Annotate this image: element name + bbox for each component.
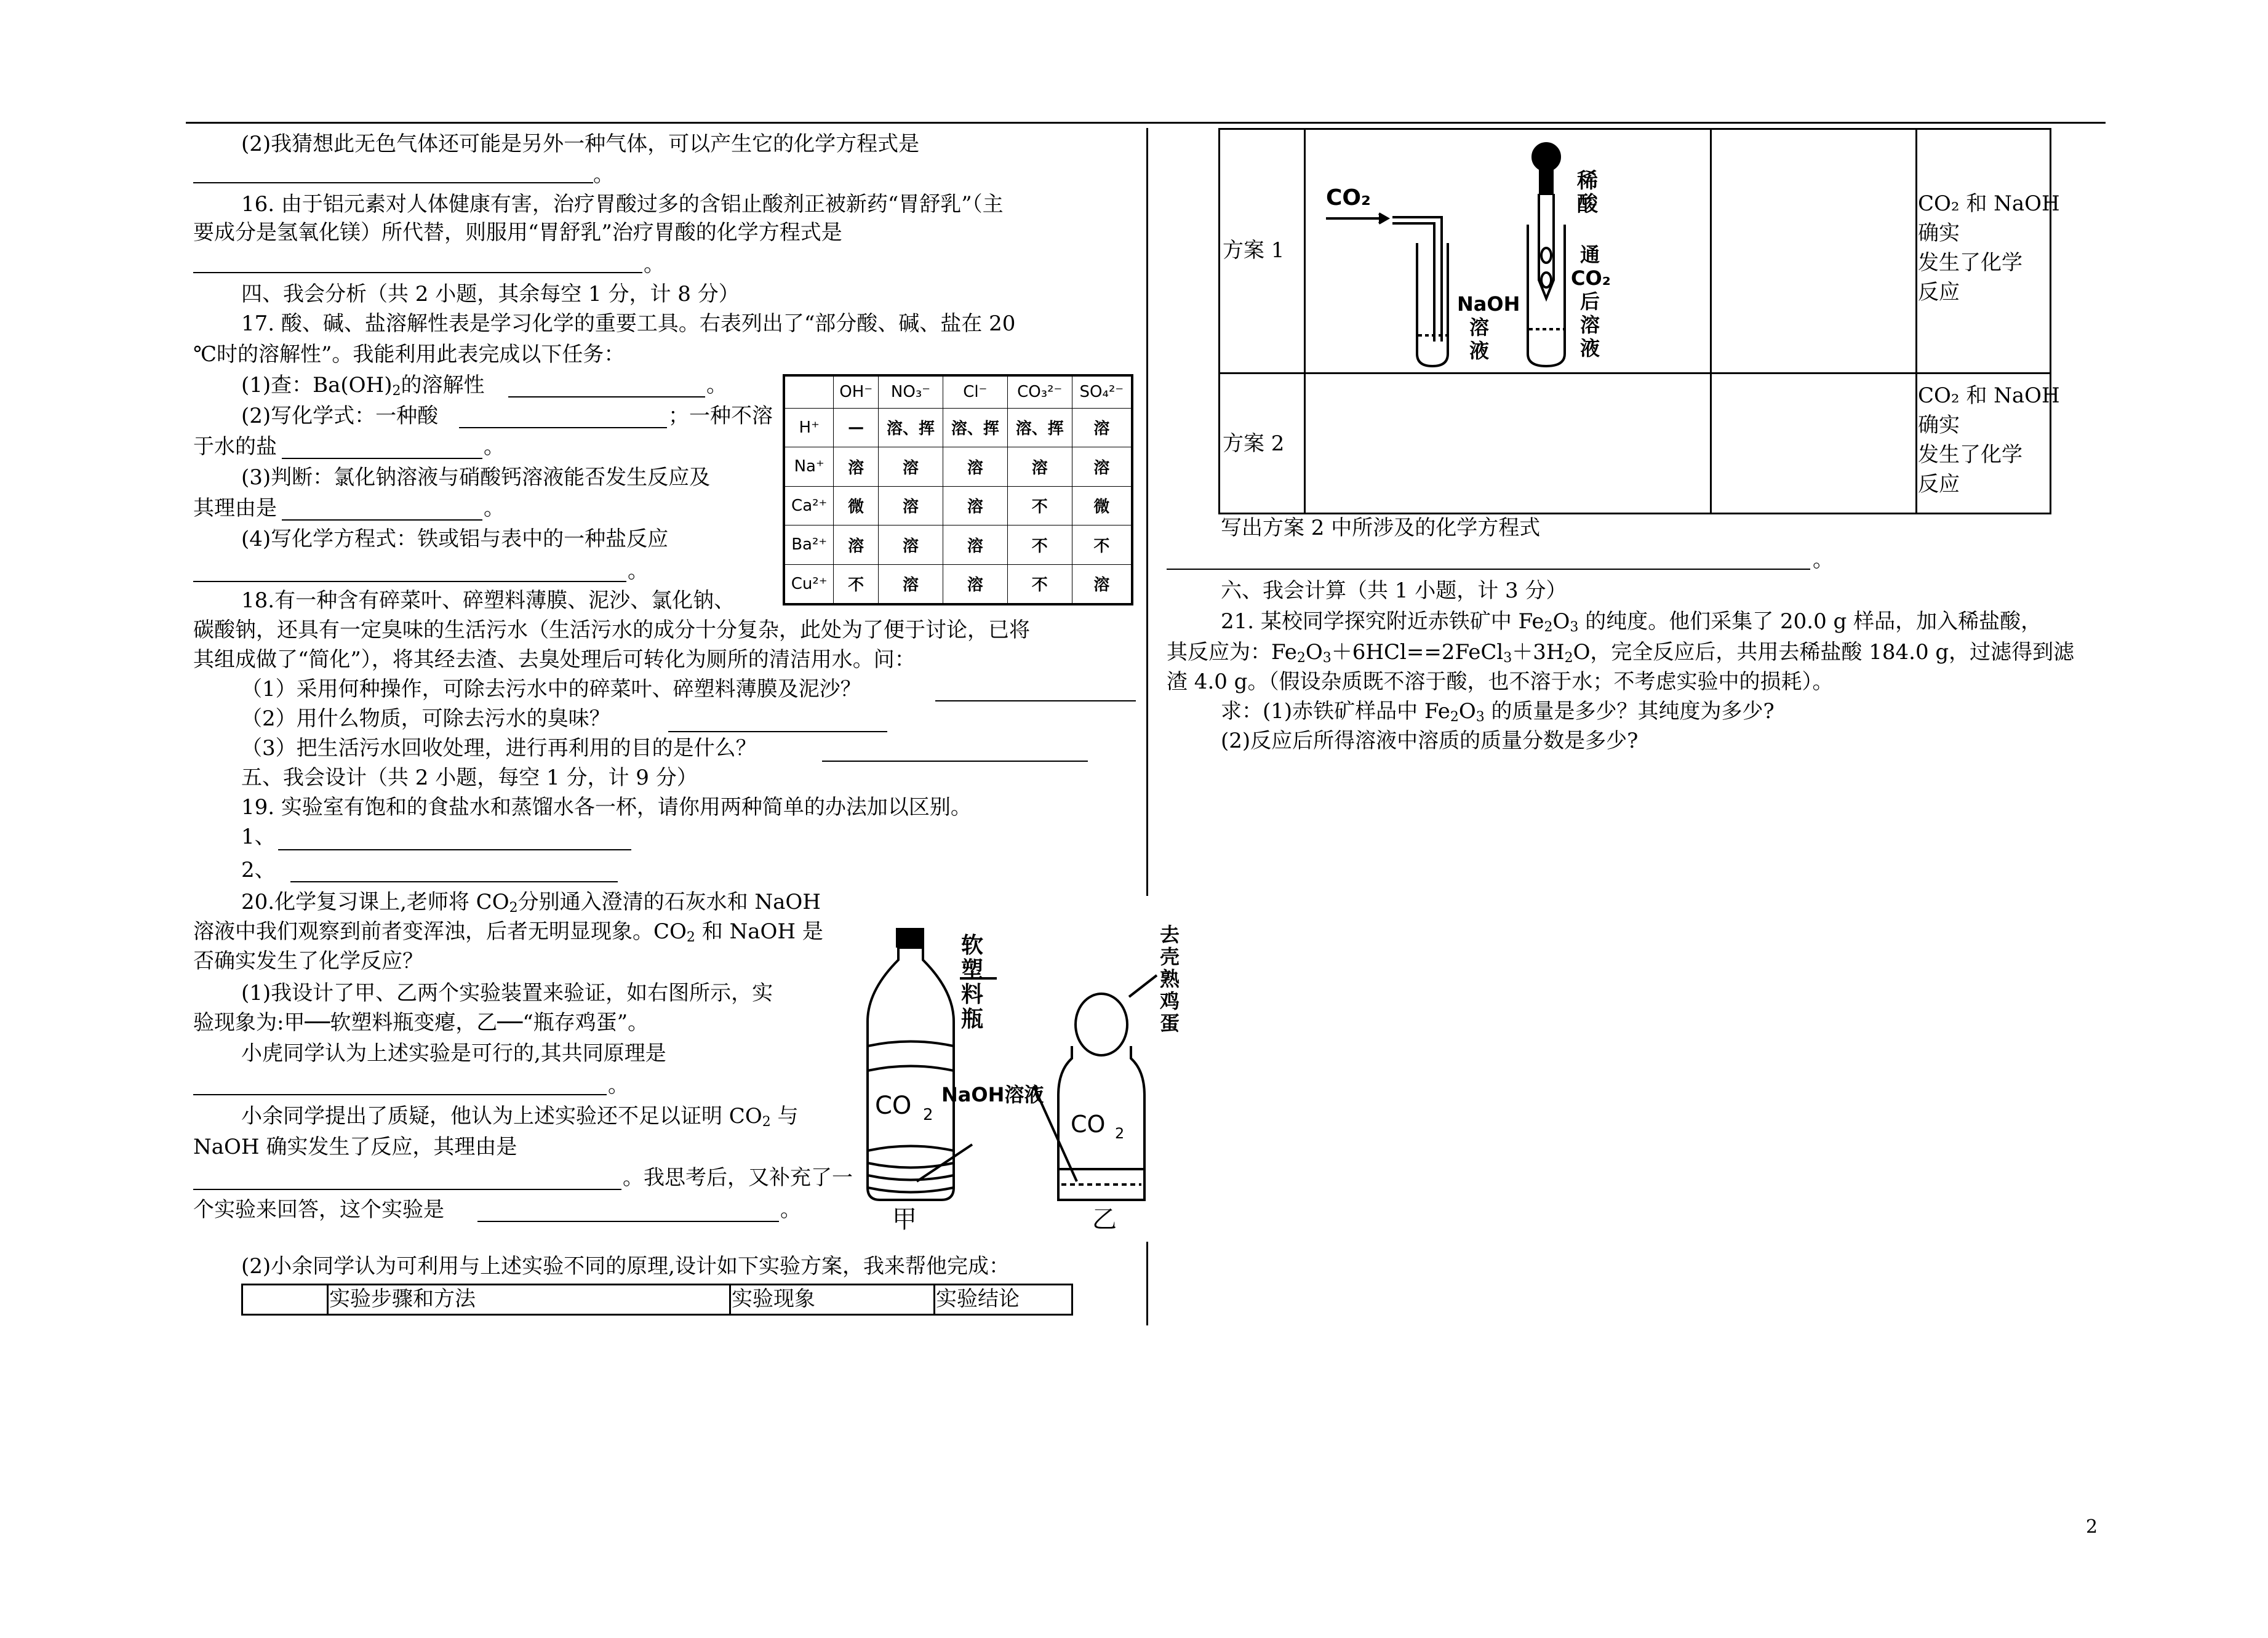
- egg-bottle-co2-label: CO: [1071, 1111, 1106, 1138]
- egg-char-1: 去: [1160, 923, 1180, 946]
- q18-q3-blank[interactable]: [822, 761, 1088, 762]
- q17-equation-end: 。: [628, 559, 649, 583]
- sol-cell: 溶: [943, 447, 1007, 486]
- naoh-solution-label: NaOH溶液: [941, 1083, 1044, 1106]
- tong-label-3: 后: [1580, 290, 1600, 313]
- egg-char-5: 蛋: [1160, 1012, 1180, 1035]
- q17-line-2: ℃时的溶解性”。我能利用此表完成以下任务：: [193, 342, 625, 367]
- sol-header-corner: [785, 377, 834, 409]
- page-number: 2: [2086, 1516, 2098, 1538]
- q18-line-2: 碳酸钠，还具有一定臭味的生活污水（生活污水的成分十分复杂，此处为了便于讨论，已将: [193, 618, 1030, 642]
- acid-label-2: 酸: [1577, 192, 1598, 217]
- sol-cell: 不: [1072, 525, 1131, 564]
- q20-reason-blank[interactable]: [193, 1189, 621, 1190]
- q19-item-2: 2、: [241, 858, 276, 882]
- co2-inlet-label: CO₂: [1326, 185, 1371, 210]
- sol-cell: 溶: [879, 564, 943, 604]
- scheme-2-label: 方案 2: [1223, 431, 1285, 456]
- sol-cell: 溶: [879, 525, 943, 564]
- q16-line-1: 16. 由于铝元素对人体健康有害，治疗胃酸过多的含铝止酸剂正被新药“胃舒乳”（主: [241, 192, 1004, 217]
- q19-blank-1[interactable]: [278, 849, 631, 850]
- q16-blank[interactable]: [193, 272, 642, 273]
- q17-judge: (3)判断：氯化钠溶液与硝酸钙溶液能否发生反应及: [241, 465, 711, 490]
- conclusion-2-line-1: CO₂ 和 NaOH: [1918, 383, 2060, 408]
- tong-label-5: 液: [1580, 337, 1600, 360]
- q20-line-6: 小虎同学认为上述实验是可行的,其共同原理是: [241, 1041, 666, 1066]
- q18-q1-blank[interactable]: [935, 700, 1136, 701]
- q18-q1: （1）采用何种操作，可除去污水中的碎菜叶、碎塑料薄膜及泥沙？: [241, 677, 861, 701]
- q18-q3: （3）把生活污水回收处理，进行再利用的目的是什么？: [241, 736, 757, 761]
- naoh-tube-label-2: 溶: [1469, 316, 1490, 339]
- q16-end: 。: [644, 252, 665, 277]
- q18-q2-blank[interactable]: [668, 731, 887, 732]
- egg-bottle: [1034, 975, 1157, 1200]
- sol-header-oh: OH⁻: [834, 377, 879, 409]
- q16-line-2: 要成分是氢氧化镁）所代替，则服用“胃舒乳”治疗胃酸的化学方程式是: [193, 220, 842, 245]
- q17-check: (1)查：$Ba(OH)_2$的溶解性: [241, 373, 485, 399]
- sol-cell: 微: [1072, 486, 1131, 525]
- scheme-2-equation-prompt: 写出方案 2 中所涉及的化学方程式: [1221, 516, 1541, 540]
- q17-line-1: 17. 酸、碱、盐溶解性表是学习化学的重要工具。右表列出了“部分酸、碱、盐在 20: [241, 311, 1016, 336]
- sol-header-cl: Cl⁻: [943, 377, 1007, 409]
- q21-question-2: (2)反应后所得溶液中溶质的质量分数是多少?: [1221, 729, 1639, 753]
- sol-row-h: [785, 408, 1132, 447]
- naoh-tube-label-1: NaOH: [1457, 292, 1520, 316]
- q15-blank[interactable]: [193, 182, 593, 183]
- q20-principle-blank[interactable]: [193, 1094, 607, 1095]
- column-divider-upper: [1146, 128, 1148, 896]
- label-jia: 甲: [892, 1205, 917, 1231]
- sol-cell: 溶、挥: [1007, 408, 1072, 447]
- q15-end: 。: [593, 162, 614, 187]
- sol-cell: 溶: [943, 486, 1007, 525]
- soft-bottle-char-1: 软: [961, 933, 984, 958]
- label-yi: 乙: [1092, 1205, 1117, 1231]
- q20-extra-end: 。: [780, 1197, 801, 1222]
- conclusion-1-line-3: 发生了化学: [1918, 250, 2022, 275]
- sol-ion: Ca²⁺: [785, 486, 834, 525]
- acid-label-1: 稀: [1577, 169, 1598, 193]
- sol-cell: 溶、挥: [943, 408, 1007, 447]
- sol-cell: 溶: [1072, 408, 1131, 447]
- tong-label-1: 通: [1580, 243, 1600, 266]
- egg-char-2: 壳: [1160, 945, 1180, 969]
- q17-reason-end: 。: [484, 496, 505, 521]
- q21-line-3: 渣 4.0 g。（假设杂质既不溶于酸，也不溶于水；不考虑实验中的损耗）。: [1167, 669, 1834, 694]
- q17-equation: (4)写化学方程式：铁或铝与表中的一种盐反应: [241, 527, 669, 551]
- q17-check-end: 。: [706, 373, 727, 398]
- q17-salt: 于水的盐: [193, 434, 277, 459]
- sol-header-co3: CO₃²⁻: [1007, 377, 1072, 409]
- sol-header-so4: SO₄²⁻: [1072, 377, 1131, 409]
- q19-blank-2[interactable]: [290, 881, 618, 882]
- q18-q2: （2）用什么物质，可除去污水的臭味？: [241, 706, 610, 731]
- sol-cell: 不: [1007, 525, 1072, 564]
- egg-char-3: 熟: [1160, 967, 1180, 991]
- q18-line-1: 18.有一种含有碎菜叶、碎塑料薄膜、泥沙、氯化钠、: [241, 588, 735, 613]
- tong-label-4: 溶: [1580, 313, 1600, 337]
- sol-cell: 溶: [879, 447, 943, 486]
- q21-line-1: 21. 某校同学探究附近赤铁矿中 $Fe_2O_3$ 的纯度。他们采集了 20.0 g 样品，加入稀盐酸，: [1221, 609, 2042, 635]
- table-header-steps: 实验步骤和方法: [329, 1287, 476, 1311]
- sol-row-cu: [785, 564, 1132, 604]
- q20-extra-blank[interactable]: [477, 1221, 779, 1222]
- q20-line-1: 20.化学复习课上,老师将 $CO_2$分别通入澄清的石灰水和 NaOH: [241, 890, 821, 916]
- sol-cell: 溶: [1007, 447, 1072, 486]
- sol-cell: 溶: [1072, 564, 1131, 604]
- bottle-co2-label: CO: [875, 1092, 912, 1120]
- q17-salt-blank[interactable]: [282, 458, 482, 459]
- soft-bottle-char-2: 塑: [961, 957, 984, 983]
- sol-row-ba: [785, 525, 1132, 564]
- sol-row-na: [785, 447, 1132, 486]
- column-divider-lower: [1146, 1242, 1148, 1325]
- sol-cell: 溶: [1072, 447, 1131, 486]
- q20-line-4: (1)我设计了甲、乙两个实验装置来验证，如右图所示，实: [241, 981, 773, 1005]
- scheme-2-equation-end: 。: [1813, 548, 1834, 572]
- sol-ion: Cu²⁺: [785, 564, 834, 604]
- soft-bottle-char-4: 瓶: [961, 1007, 984, 1032]
- top-rule: [186, 122, 2106, 124]
- sol-cell: 溶: [879, 486, 943, 525]
- conclusion-2-line-3: 发生了化学: [1918, 442, 2022, 467]
- table-header-conclusion: 实验结论: [936, 1287, 1020, 1311]
- sol-cell: 溶、挥: [879, 408, 943, 447]
- q17-formula-a: (2)写化学式：一种酸: [241, 404, 439, 428]
- experiment-table: [241, 1284, 1073, 1316]
- q20-line-2: 溶液中我们观察到前者变浑浊，后者无明显现象。$CO_2$ 和 NaOH 是: [193, 919, 823, 945]
- egg-bottle-co2-sub: 2: [1115, 1125, 1125, 1142]
- solubility-table: [783, 374, 1133, 605]
- section-6-title: 六、我会计算（共 1 小题，计 3 分）: [1221, 578, 1567, 603]
- section-4-title: 四、我会分析（共 2 小题，其余每空 1 分，计 8 分）: [241, 282, 740, 306]
- q17-check-blank[interactable]: [508, 396, 705, 398]
- sol-cell: 不: [834, 564, 879, 604]
- conclusion-2-line-2: 确实: [1918, 413, 1960, 437]
- q19-line: 19. 实验室有饱和的食盐水和蒸馏水各一杯，请你用两种简单的办法加以区别。: [241, 795, 972, 820]
- q20-line-11: 个实验来回答，这个实验是: [193, 1197, 444, 1222]
- sol-cell: 溶: [834, 525, 879, 564]
- q20-line-3: 否确实发生了化学反应？: [193, 949, 423, 973]
- sol-ion: Na⁺: [785, 447, 834, 486]
- sol-cell: 微: [834, 486, 879, 525]
- sol-cell: 溶: [943, 564, 1007, 604]
- q18-line-3: 其组成做了“简化”），将其经去渣、去臭处理后可转化为厕所的清洁用水。问：: [193, 647, 916, 672]
- conclusion-1-line-4: 反应: [1918, 280, 1960, 305]
- conclusion-2-line-4: 反应: [1918, 472, 1960, 497]
- scheme-2-equation-blank[interactable]: [1167, 569, 1810, 570]
- q17-reason-blank[interactable]: [282, 519, 482, 521]
- q19-item-1: 1、: [241, 825, 276, 849]
- tong-label-2: CO₂: [1571, 266, 1611, 290]
- scheme-table: [1218, 128, 2060, 514]
- sol-row-ca: [785, 486, 1132, 525]
- q21-line-2: 其反应为：$Fe_2O_3+6HCl==2FeCl_3+3H_2O$，完全反应后，共用去稀盐酸 184.0 g，过滤得到滤: [1167, 640, 2075, 666]
- sol-ion: Ba²⁺: [785, 525, 834, 564]
- q17-equation-blank[interactable]: [193, 581, 626, 582]
- soft-bottle-char-3: 料: [961, 982, 984, 1007]
- sol-ion: H⁺: [785, 408, 834, 447]
- sol-header-no3: NO₃⁻: [879, 377, 943, 409]
- q17-salt-end: 。: [484, 434, 505, 459]
- q17-acid-blank[interactable]: [459, 427, 667, 428]
- q20-line-12: (2)小余同学认为可利用与上述实验不同的原理,设计如下实验方案，我来帮他完成：: [241, 1254, 1010, 1279]
- q20-line-9: NaOH 确实发生了反应，其理由是: [193, 1135, 517, 1159]
- section-5-title: 五、我会设计（共 2 小题，每空 1 分，计 9 分）: [241, 765, 698, 790]
- q21-question-1: 求：(1)赤铁矿样品中 $Fe_2O_3$ 的质量是多少？其纯度为多少?: [1221, 699, 1775, 725]
- bottle-egg-figure: [849, 923, 1194, 1231]
- q15-line: (2)我猜想此无色气体还可能是另外一种气体，可以产生它的化学方程式是: [241, 132, 920, 156]
- q17-reason: 其理由是: [193, 496, 277, 521]
- egg-char-4: 鸡: [1160, 989, 1180, 1013]
- q17-formula-b: ；一种不溶: [668, 404, 773, 428]
- scheme-1-label: 方案 1: [1223, 238, 1285, 263]
- q20-line-8: 小余同学提出了质疑，他认为上述实验还不足以证明 $CO_2$ 与: [241, 1104, 799, 1130]
- conclusion-1-line-2: 确实: [1918, 221, 1960, 246]
- sol-cell: 不: [1007, 486, 1072, 525]
- naoh-tube-label-3: 液: [1469, 339, 1490, 362]
- q20-line-5: 验现象为:甲──软塑料瓶变瘪，乙──“瓶存鸡蛋”。: [193, 1010, 649, 1035]
- sol-cell: 溶: [834, 447, 879, 486]
- q20-principle-end: 。: [608, 1073, 629, 1098]
- scheme-1-figure: [1319, 132, 1694, 370]
- sol-cell: 不: [1007, 564, 1072, 604]
- q20-line-10: 。我思考后，又补充了一: [623, 1165, 853, 1190]
- bottle-co2-sub: 2: [923, 1106, 933, 1124]
- table-header-phenomenon: 实验现象: [732, 1287, 815, 1311]
- conclusion-1-line-1: CO₂ 和 NaOH: [1918, 191, 2060, 216]
- sol-cell: 溶: [943, 525, 1007, 564]
- sol-cell: —: [834, 408, 879, 447]
